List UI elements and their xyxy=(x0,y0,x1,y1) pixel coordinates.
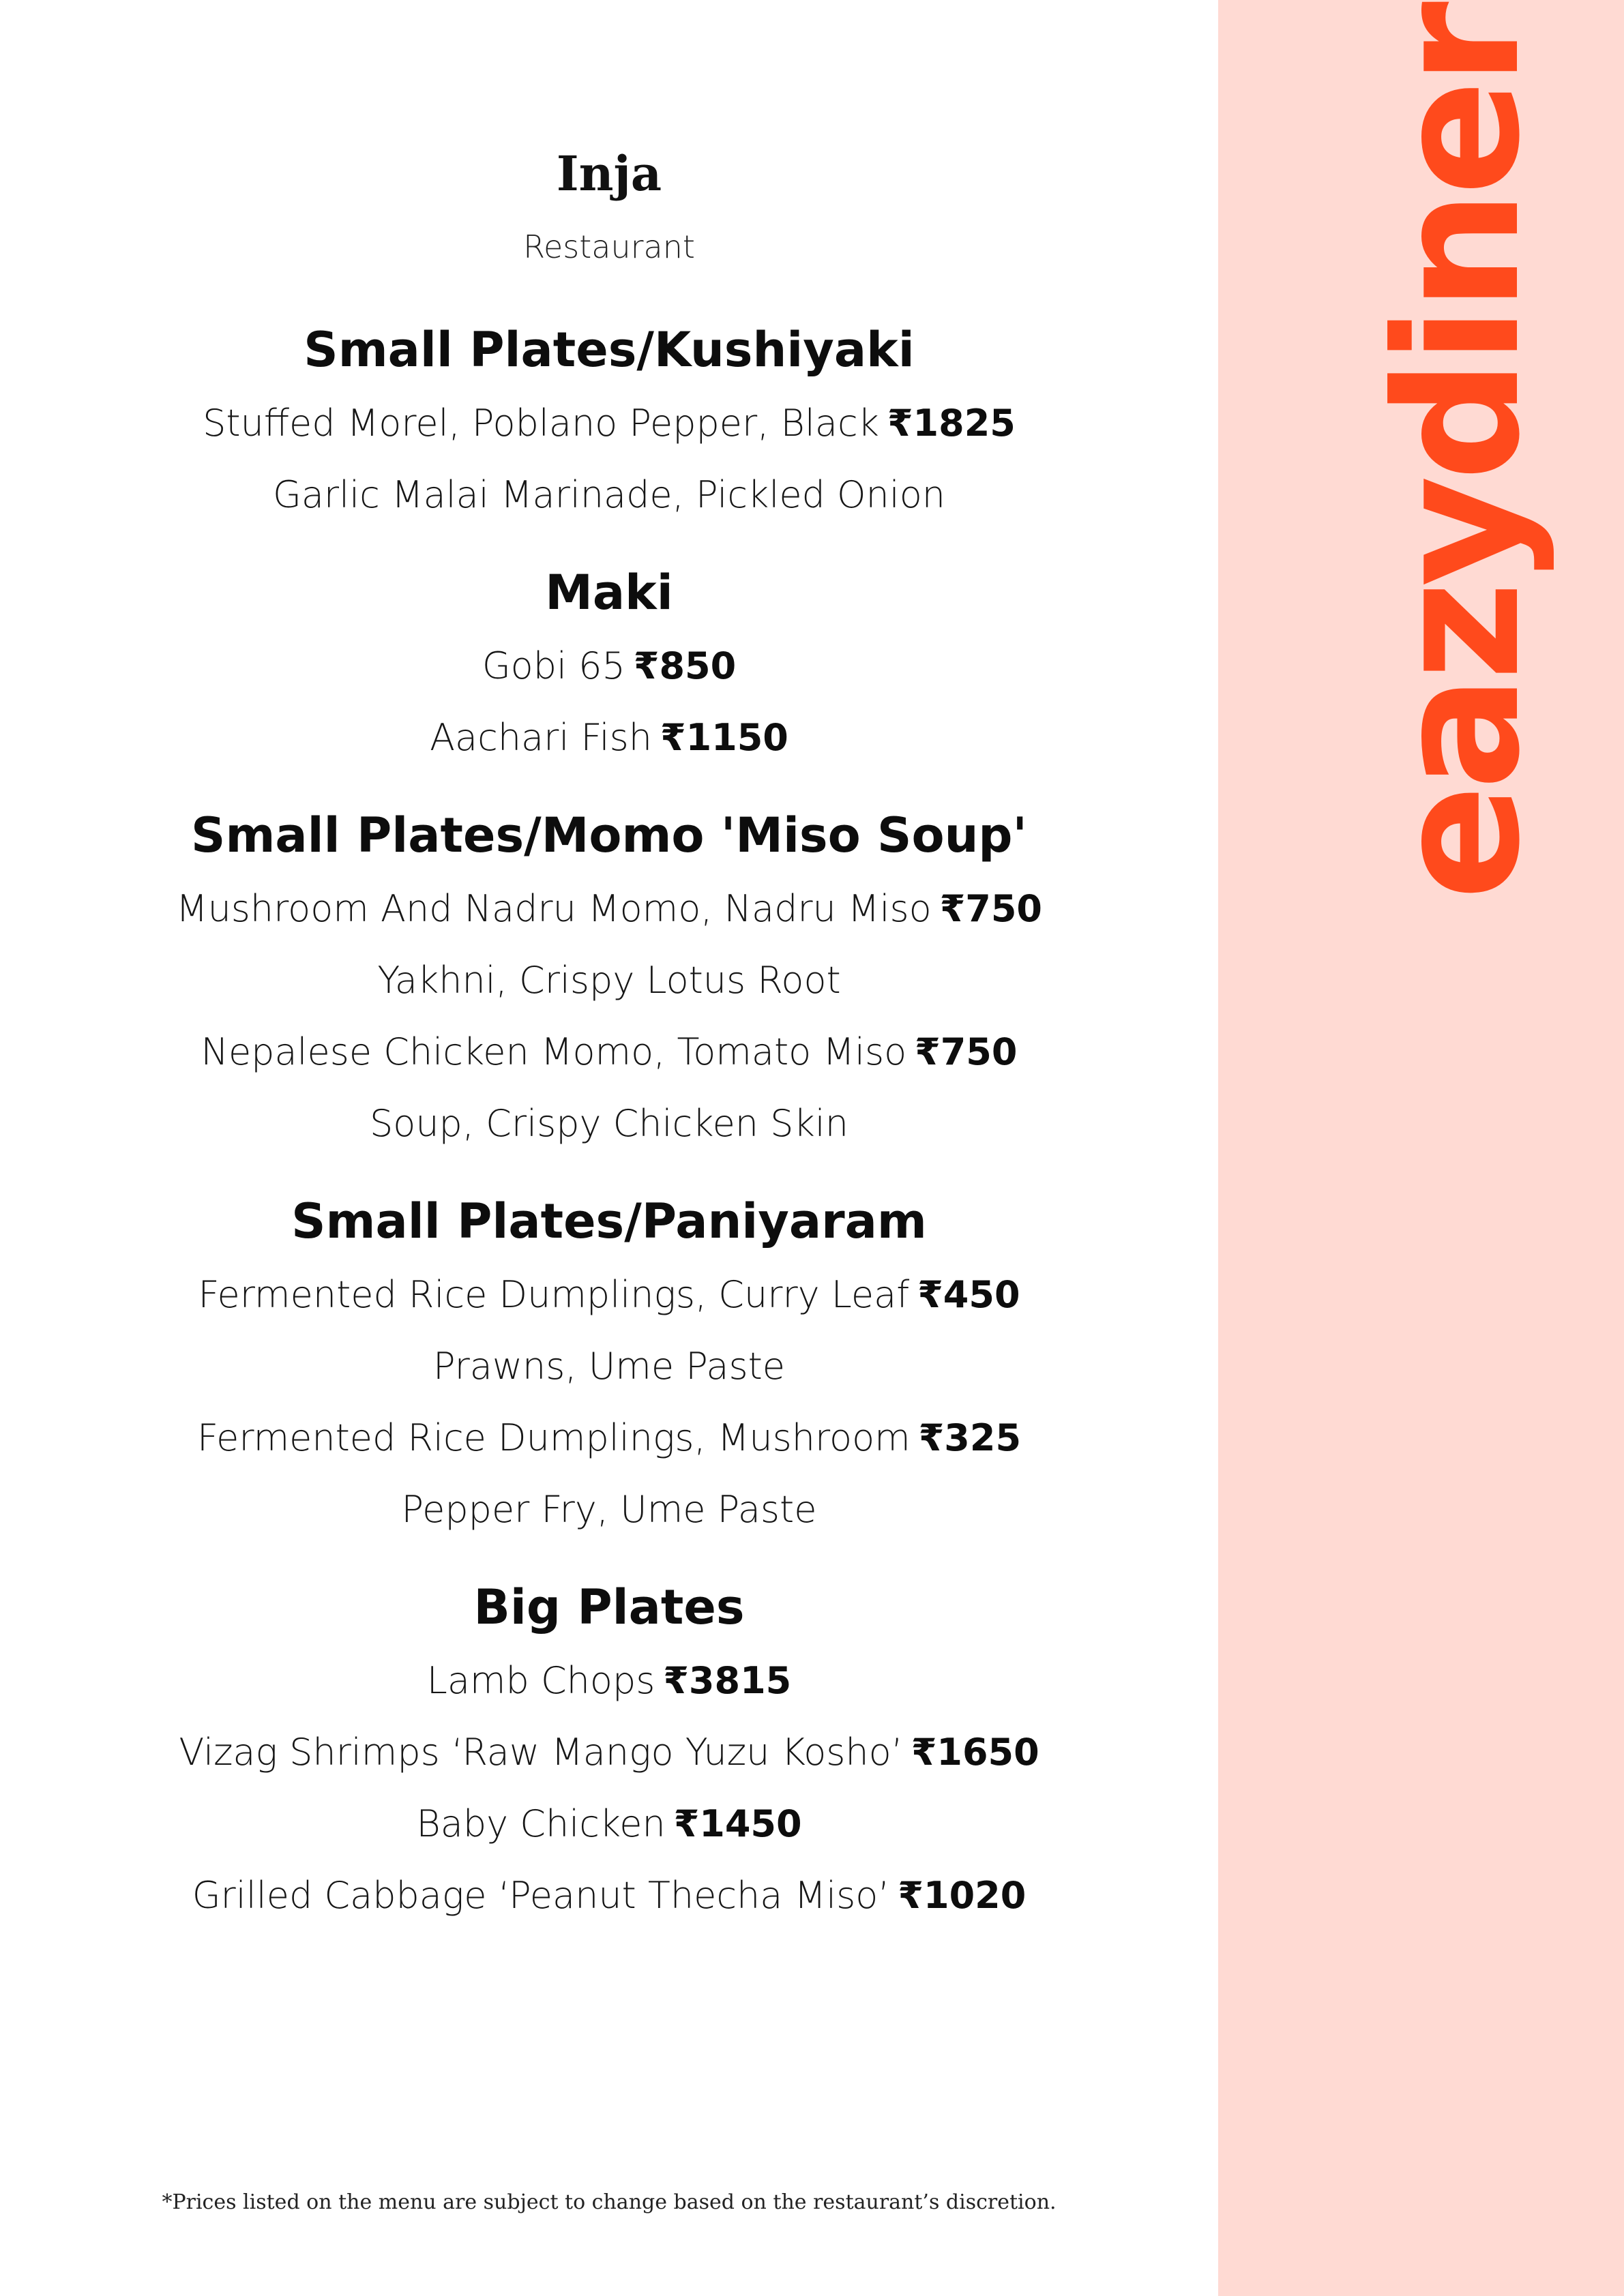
item-text: Fermented Rice Dumplings, Curry Leaf xyxy=(198,1273,910,1316)
menu-item xyxy=(0,1645,1218,1716)
item-price: ₹750 xyxy=(915,1030,1018,1073)
item-price: ₹850 xyxy=(633,644,737,687)
menu-item xyxy=(0,387,1218,459)
item-text: Soup, Crispy Chicken Skin xyxy=(370,1102,848,1145)
menu-item xyxy=(0,1016,1218,1088)
item-price: ₹750 xyxy=(939,887,1042,930)
item-price: ₹1020 xyxy=(898,1874,1027,1917)
menu-section-paniyaram xyxy=(0,1184,1218,1545)
item-text: Grilled Cabbage ‘Peanut Thecha Miso’ xyxy=(192,1874,890,1917)
item-price: ₹325 xyxy=(918,1416,1022,1459)
item-text: Stuffed Morel, Poblano Pepper, Black xyxy=(203,402,879,445)
item-text: Garlic Malai Marinade, Pickled Onion xyxy=(273,473,945,516)
menu-item xyxy=(0,1402,1218,1474)
item-text: Prawns, Ume Paste xyxy=(432,1345,786,1388)
menu-item-description xyxy=(0,1474,1218,1545)
item-price: ₹1825 xyxy=(887,402,1016,445)
item-price: ₹1650 xyxy=(911,1731,1039,1774)
item-text: Fermented Rice Dumplings, Mushroom xyxy=(196,1416,911,1459)
menu-sections xyxy=(0,312,1218,1956)
item-text: Aachari Fish xyxy=(430,716,653,759)
item-price: ₹1150 xyxy=(660,716,788,759)
menu-item xyxy=(0,1860,1218,1931)
item-text: Gobi 65 xyxy=(482,644,625,687)
menu-item-description xyxy=(0,944,1218,1016)
price-disclaimer: *Prices listed on the menu are subject to change based on the restaurant’s discretion. xyxy=(162,2190,1057,2214)
menu-section-momo xyxy=(0,798,1218,1159)
item-text: Pepper Fry, Ume Paste xyxy=(401,1488,817,1531)
menu-item-description xyxy=(0,1088,1218,1159)
section-title: Small Plates/Kushiyaki xyxy=(304,322,915,378)
item-text: Mushroom And Nadru Momo, Nadru Miso xyxy=(175,887,932,930)
menu-item xyxy=(0,1788,1218,1860)
item-price: ₹1450 xyxy=(673,1802,802,1845)
menu-item xyxy=(0,1716,1218,1788)
menu-item xyxy=(0,702,1218,773)
item-text: Yakhni, Crispy Lotus Root xyxy=(377,959,841,1002)
menu-item xyxy=(0,873,1218,944)
logo-text: eazydiner xyxy=(1359,6,1557,901)
restaurant-name: Inja xyxy=(556,145,662,202)
menu-item-description xyxy=(0,1330,1218,1402)
item-text: Nepalese Chicken Momo, Tomato Miso xyxy=(201,1030,907,1073)
menu-section-kushiyaki xyxy=(0,312,1218,531)
menu-item xyxy=(0,630,1218,702)
restaurant-type: Restaurant xyxy=(523,228,695,265)
item-price: ₹450 xyxy=(917,1273,1020,1316)
item-text: Baby Chicken xyxy=(416,1802,666,1845)
item-text: Vizag Shrimps ‘Raw Mango Yuzu Kosho’ xyxy=(179,1731,903,1774)
menu-section-big-plates xyxy=(0,1570,1218,1931)
section-title: Big Plates xyxy=(473,1579,745,1635)
menu-item-description xyxy=(0,459,1218,531)
item-price: ₹3815 xyxy=(663,1659,792,1702)
item-text: Lamb Chops xyxy=(426,1659,655,1702)
section-title: Small Plates/Momo 'Miso Soup' xyxy=(191,807,1027,863)
menu-item xyxy=(0,1259,1218,1330)
menu-section-maki xyxy=(0,555,1218,773)
section-title: Maki xyxy=(545,565,673,621)
section-title: Small Plates/Paniyaram xyxy=(291,1193,927,1249)
